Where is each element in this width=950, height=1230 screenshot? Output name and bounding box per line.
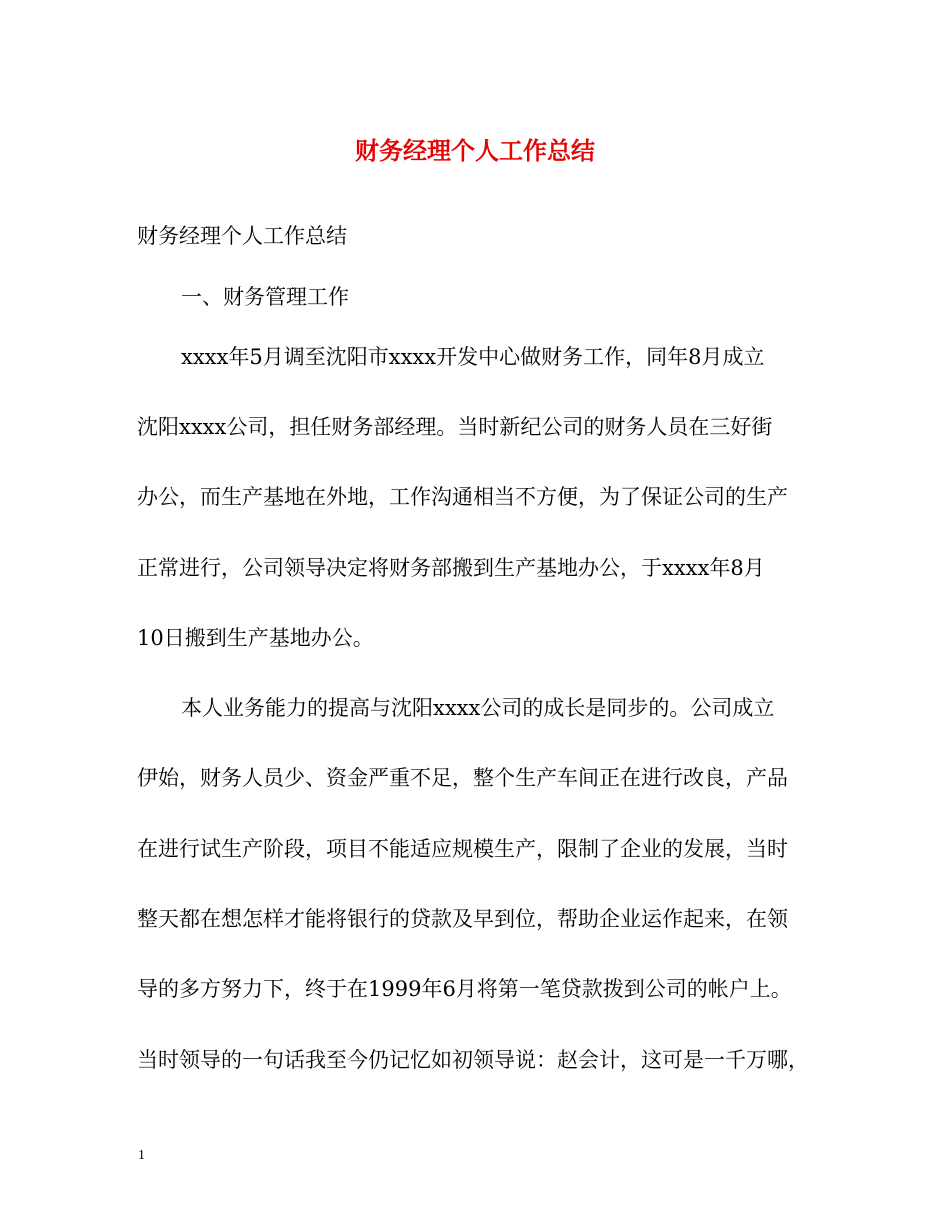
paragraph-line: 10日搬到生产基地办公。	[137, 626, 374, 650]
document-title: 财务经理个人工作总结	[355, 136, 595, 165]
paragraph-line: 导的多方努力下，终于在1999年6月将第一笔贷款拨到公司的帐户上。	[137, 977, 792, 1001]
paragraph-line: 正常进行，公司领导决定将财务部搬到生产基地办公，于xxxx年8月	[137, 556, 765, 580]
paragraph-line: 办公，而生产基地在外地，工作沟通相当不方便，为了保证公司的生产	[137, 485, 788, 509]
paragraph-line: 在进行试生产阶段，项目不能适应规模生产，限制了企业的发展，当时	[137, 837, 788, 861]
paragraph-line: 伊始，财务人员少、资金严重不足，整个生产车间正在进行改良，产品	[137, 766, 788, 790]
document-subtitle: 财务经理个人工作总结	[137, 224, 347, 248]
paragraph-line: 整天都在想怎样才能将银行的贷款及早到位，帮助企业运作起来，在领	[137, 907, 788, 931]
paragraph-line: 沈阳xxxx公司，担任财务部经理。当时新纪公司的财务人员在三好街	[137, 415, 773, 439]
paragraph-line: 当时领导的一句话我至今仍记忆如初领导说：赵会计，这可是一千万哪，	[137, 1048, 809, 1072]
section-heading: 一、财务管理工作	[181, 285, 349, 309]
page-number: 1	[138, 1148, 145, 1163]
paragraph-line: xxxx年5月调至沈阳市xxxx开发中心做财务工作，同年8月成立	[181, 345, 765, 369]
paragraph-line: 本人业务能力的提高与沈阳xxxx公司的成长是同步的。公司成立	[181, 696, 775, 720]
